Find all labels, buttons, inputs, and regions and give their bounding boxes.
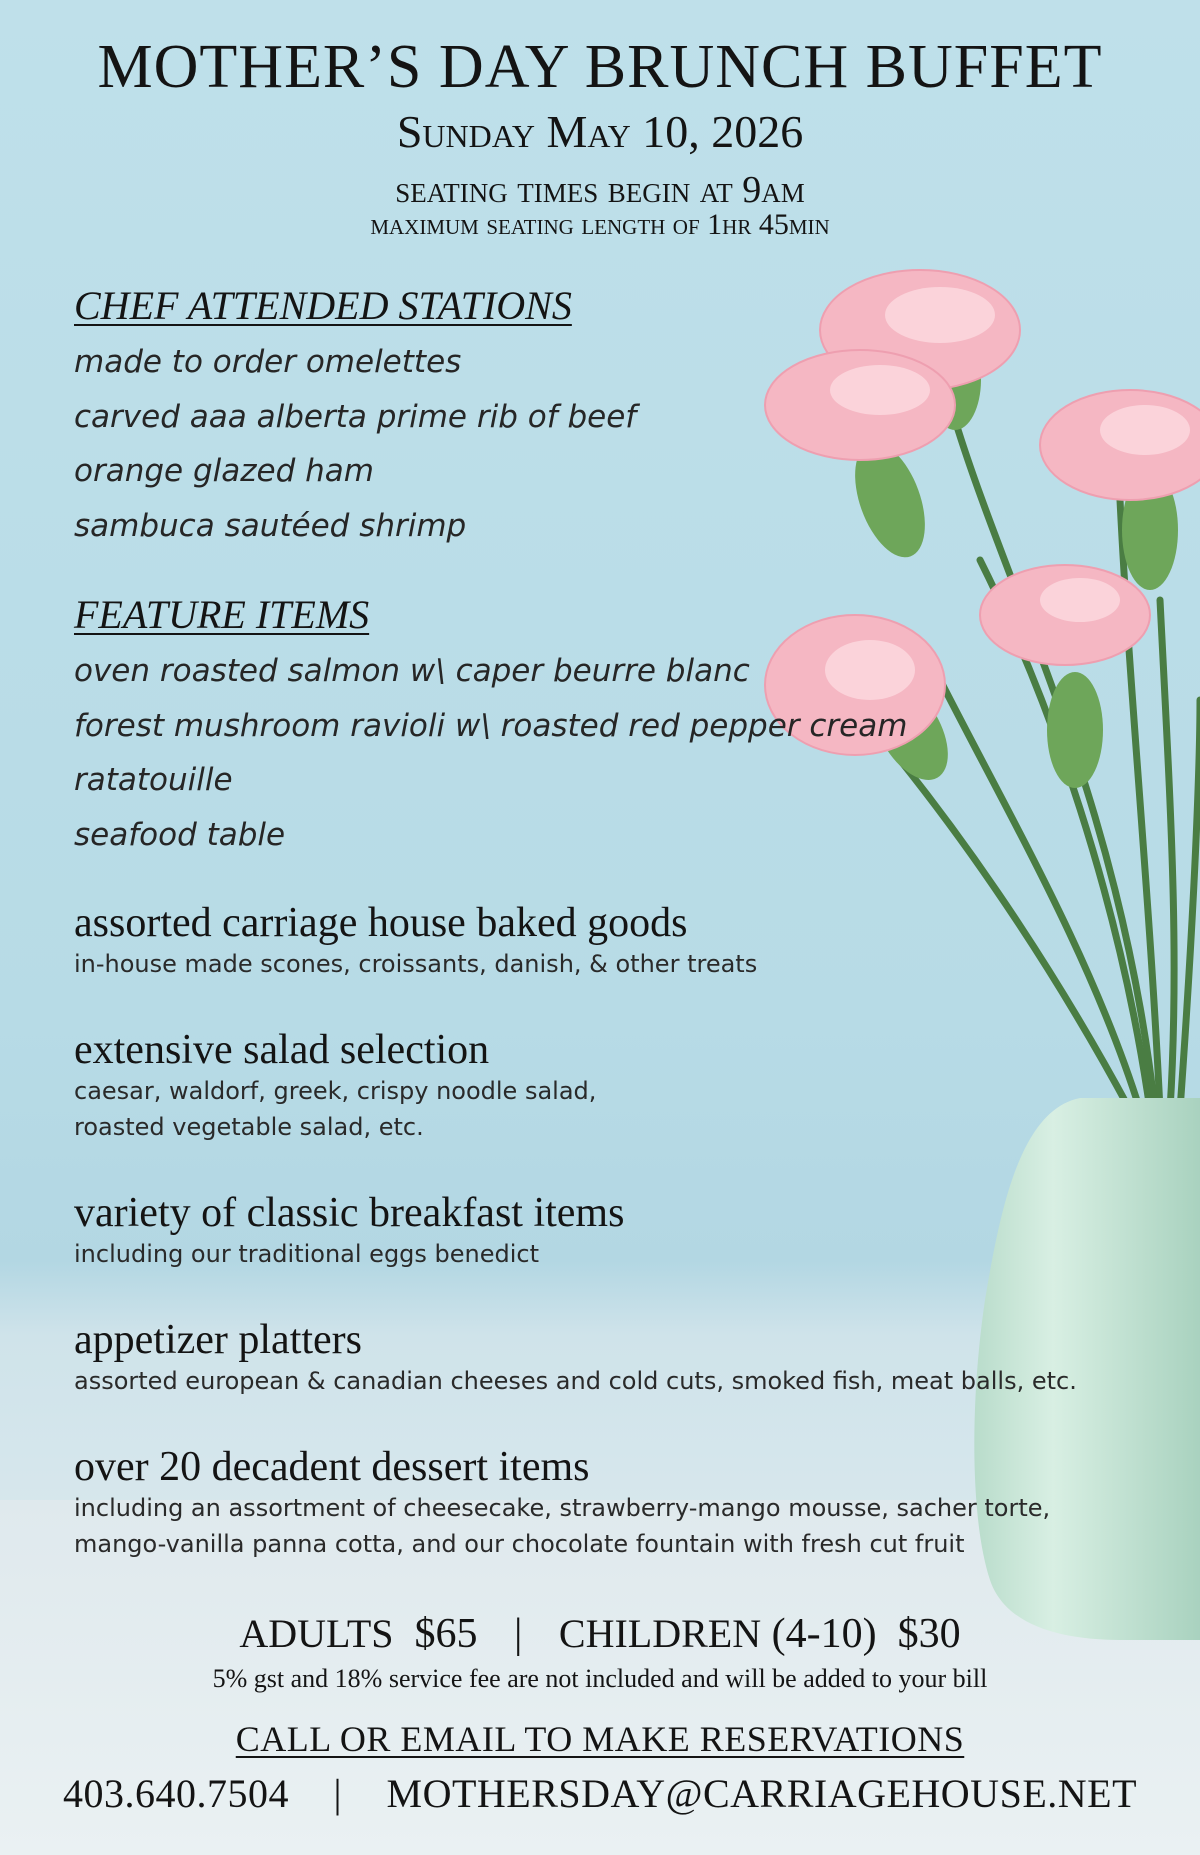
menu-item-desc: mango-vanilla panna cotta, and our chocolate fountain with fresh cut fruit [74, 1530, 965, 1558]
menu-item-breakfast [74, 1190, 624, 1272]
list-item: ratatouille [74, 762, 233, 798]
list-item: forest mushroom ravioli w\ roasted red pepper cream [74, 707, 908, 744]
section-heading: CHEF ATTENDED STATIONS [74, 283, 572, 328]
menu-item-salad [74, 1027, 596, 1145]
list-item: orange glazed ham [74, 453, 374, 489]
list-item: carved aaa alberta prime rib of beef [74, 398, 637, 435]
menu-item-title: over 20 decadent dessert items [74, 1444, 590, 1490]
page-title: MOTHER’S DAY BRUNCH BUFFET [97, 33, 1103, 101]
menu-item-desc: assorted european & canadian cheeses and cold cuts, smoked fish, meat balls, etc. [74, 1367, 1077, 1395]
seating-length: maximum seating length of 1hr 45min [370, 208, 830, 241]
fee-note: 5% gst and 18% service fee are not included and will be added to your bill [212, 1664, 988, 1693]
menu-item-desc: including our traditional eggs benedict [74, 1240, 540, 1268]
email-address[interactable]: MOTHERSDAY@CARRIAGEHOUSE.NET [386, 1771, 1138, 1816]
pricing-line [0, 1610, 1200, 1658]
list-item: seafood table [74, 816, 286, 853]
seating-start: seating times begin at 9am [395, 169, 805, 211]
children-label: CHILDREN [558, 1611, 762, 1656]
menu-item-baked-goods [74, 900, 757, 982]
menu-item-desc: including an assortment of cheesecake, strawberry-mango mousse, sacher torte, [74, 1494, 1051, 1522]
menu-item-desc: roasted vegetable salad, etc. [74, 1113, 424, 1141]
price-separator: | [514, 1611, 523, 1657]
menu-item-title: appetizer platters [74, 1317, 363, 1363]
feature-items-section [74, 591, 907, 862]
contact-separator: | [333, 1771, 342, 1816]
menu-item-dessert [74, 1444, 1050, 1562]
menu-item-desc: in-house made scones, croissants, danish, & other treats [74, 950, 758, 978]
contact-line [0, 1770, 1200, 1817]
menu-item-title: variety of classic breakfast items [74, 1190, 625, 1236]
children-price: $30 [897, 1611, 961, 1657]
section-heading: FEATURE ITEMS [74, 592, 370, 637]
list-item: oven roasted salmon w\ caper beurre blanc [74, 653, 750, 689]
adults-label: ADULTS [239, 1611, 394, 1656]
reservation-cta: CALL OR EMAIL TO MAKE RESERVATIONS [235, 1719, 965, 1759]
chef-stations-section [74, 282, 636, 553]
phone-number[interactable]: 403.640.7504 [62, 1771, 289, 1816]
menu-item-appetizer [74, 1317, 1077, 1399]
menu-item-title: extensive salad selection [74, 1027, 490, 1073]
menu-item-title: assorted carriage house baked goods [74, 900, 688, 946]
list-item: made to order omelettes [74, 344, 462, 380]
adults-price: $65 [414, 1611, 478, 1657]
children-ages: (4-10) [771, 1611, 877, 1657]
menu-item-desc: caesar, waldorf, greek, crispy noodle salad, [74, 1077, 597, 1105]
event-date: Sunday May 10, 2026 [396, 106, 804, 157]
list-item: sambuca sautéed shrimp [74, 507, 467, 544]
